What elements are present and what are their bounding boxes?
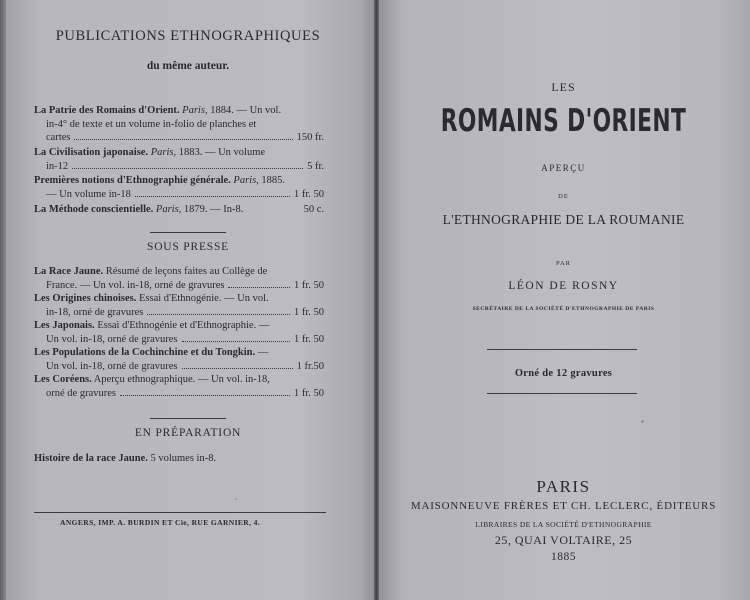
sous-presse-heading: SOUS PRESSE: [147, 241, 229, 253]
entry-detail: 1883. — Un volume: [178, 147, 266, 158]
entry-detail: in-4° de texte et un volume in-folio de planches et: [46, 118, 257, 130]
entry-detail: France. — Un vol. in-18, orné de gravures: [46, 279, 225, 291]
entry-price: 1 fr. 50: [293, 188, 324, 200]
foxing-spot: [597, 545, 599, 547]
entry-price: 1 fr. 50: [293, 333, 324, 345]
preparation-heading: EN PRÉPARATION: [134, 427, 242, 439]
publisher-address: 25, QUAI VOLTAIRE, 25: [494, 533, 633, 547]
entry-detail: 5 volumes in-8.: [150, 453, 217, 464]
entry-title: La Méthode conscientielle.: [34, 204, 154, 215]
publisher-name: MAISONNEUVE FRÈRES ET CH. LECLERC, ÉDITEURS: [410, 500, 717, 512]
forthcoming-entry: [34, 265, 324, 292]
entry-place: Paris,: [150, 147, 177, 158]
title-rule: [487, 393, 637, 394]
entry-place: Paris,: [155, 204, 182, 215]
title-apercu: APERÇU: [541, 163, 586, 173]
publisher-note: LIBRAIRES DE LA SOCIÉTÉ D'ETHNOGRAPHIE: [475, 520, 652, 529]
entry-title: Les Japonais.: [34, 320, 95, 331]
entry-price: 1 fr.50: [296, 360, 324, 372]
entry-price: 1 fr. 50: [293, 387, 324, 399]
forthcoming-entry: [34, 373, 324, 400]
entry-title: La Patrie des Romains d'Orient.: [34, 105, 180, 116]
publications-heading: PUBLICATIONS ETHNOGRAPHIQUES: [55, 28, 321, 44]
entry-detail: Un vol. in-18, orné de gravures: [46, 333, 178, 345]
publication-entry: [34, 174, 324, 201]
entry-detail: 1885.: [261, 175, 286, 186]
title-par: PAR: [555, 260, 572, 267]
printer-imprint: ANGERS, IMP. A. BURDIN ET Cie, RUE GARNIER, 4.: [60, 518, 261, 527]
entry-detail: — Un volume in-18: [46, 188, 131, 200]
title-rule: [487, 349, 637, 350]
entry-detail: in-12: [46, 160, 69, 172]
entry-title: Histoire de la race Jaune.: [34, 453, 148, 464]
entry-detail: in-18, orné de gravures: [46, 306, 144, 318]
forthcoming-entry: [34, 346, 324, 373]
entry-place: Paris,: [182, 105, 208, 116]
entry-title: Premières notions d'Ethnographie générale.: [34, 175, 231, 186]
illustrations-note: Orné de 12 gravures: [514, 368, 613, 379]
entry-place: Paris,: [233, 175, 259, 186]
publication-entry: [34, 146, 324, 173]
imprint-rule: [34, 512, 326, 513]
book-title: ROMAINS D'ORIENT: [440, 103, 687, 139]
book-subtitle: L'ETHNOGRAPHIE DE LA ROUMANIE: [442, 212, 685, 227]
section-divider: [150, 418, 226, 419]
preparation-entry: [34, 452, 324, 466]
entry-detail: orné de gravures: [46, 387, 116, 399]
entry-title: Les Coréens.: [34, 374, 92, 385]
publication-entry: [34, 104, 324, 145]
publication-city: PARIS: [536, 477, 591, 496]
entry-detail: —: [257, 347, 269, 358]
title-de: DE: [558, 193, 569, 200]
entry-title: Les Populations de la Cochinchine et du Tongkin.: [34, 347, 256, 358]
entry-detail: Essai d'Ethnogénie et d'Ethnographie. —: [97, 320, 270, 331]
entry-price: 150 fr.: [296, 132, 324, 143]
author-title: SECRÉTAIRE DE LA SOCIÉTÉ D'ETHNOGRAPHIE DE PARIS: [472, 306, 655, 312]
author-name: LÉON DE ROSNY: [508, 280, 619, 292]
entry-detail: Essai d'Ethnogénie. — Un vol.: [139, 293, 269, 304]
entry-title: Les Origines chinoises.: [34, 293, 137, 304]
entry-title: La Civilisation japonaise.: [34, 147, 149, 158]
entry-price: 1 fr. 50: [293, 306, 324, 318]
section-divider: [150, 232, 226, 233]
forthcoming-entry: [34, 319, 324, 346]
forthcoming-entry: [34, 292, 324, 319]
entry-price: 1 fr. 50: [293, 279, 324, 291]
foxing-spot: [235, 498, 237, 500]
entry-detail: Résumé de leçons faites au Collège de: [105, 266, 268, 277]
entry-detail: cartes: [46, 132, 71, 143]
publication-entry: [34, 203, 324, 217]
entry-detail: 1879. — In-8.: [183, 204, 244, 215]
foxing-spot: [641, 420, 644, 423]
entry-title: La Race Jaune.: [34, 266, 104, 277]
entry-detail: Un vol. in-18, orné de gravures: [46, 360, 178, 372]
entry-price: 5 fr.: [307, 160, 324, 172]
title-article: LES: [551, 80, 576, 94]
entry-price: 50 c.: [303, 204, 324, 215]
publication-year: 1885: [551, 551, 576, 563]
entry-detail: 1884. — Un vol.: [210, 105, 282, 116]
entry-detail: Aperçu ethnographique. — Un vol. in-18,: [93, 374, 270, 385]
publications-subheading: du même auteur.: [146, 60, 230, 72]
book-edge: [0, 0, 6, 600]
